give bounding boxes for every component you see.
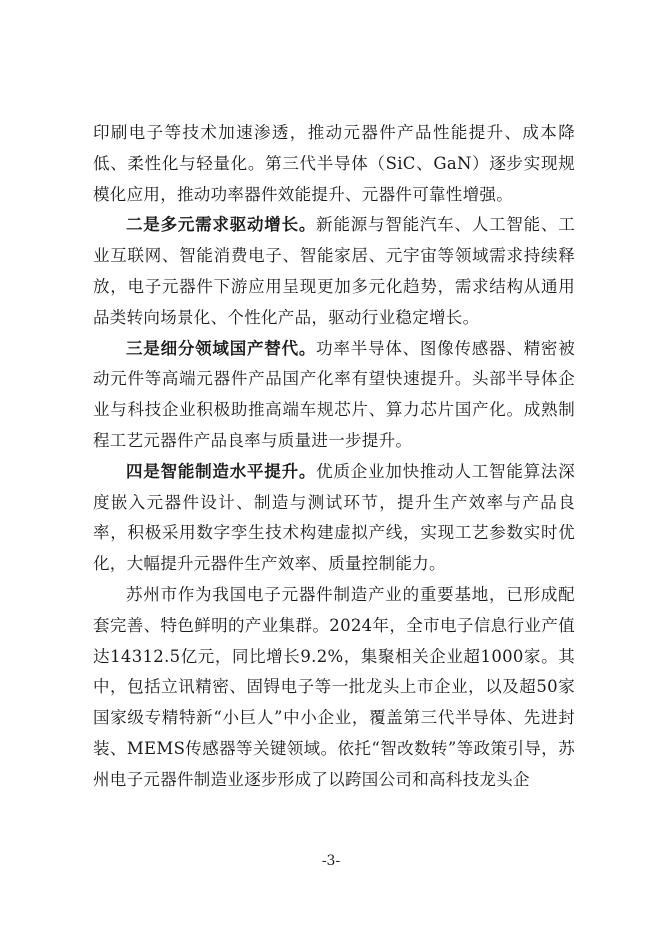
paragraph-suzhou xyxy=(93,580,575,796)
paragraph-text: 苏州市作为我国电子元器件制造产业的重要基地，已形成配套完善、特色鲜明的产业集群。2024年，全市电子信息行业产值达14312.5亿元，同比增长9.2%，集聚相关企业超1000家。其中，包括立讯精密、固锝电子等一批龙头上市企业，以及超50家国家级专精特新“小巨人”中小企业，覆盖第三代半导体、先进封装、MEMS传感器等关键领域。依托“智改数转”等政策引导，苏州电子元器件制造业逐步形成了以跨国公司和高科技龙头企 xyxy=(93,584,575,789)
page-number: -3- xyxy=(321,853,341,869)
paragraph-text: 优质企业加快推动人工智能算法深度嵌入元器件设计、制造与测试环节，提升生产效率与产品良率，积极采用数字孪生技术构建虚拟产线，实现工艺参数实时优化，大幅提升元器件生产效率、质量控制能力。 xyxy=(93,461,575,574)
paragraph-lead: 三是细分领域国产替代。 xyxy=(126,338,317,358)
paragraph-continuation xyxy=(93,118,575,210)
paragraph-domestic-substitution xyxy=(93,334,575,457)
paragraph-text: 功率半导体、图像传感器、精密被动元件等高端元器件产品国产化率有望快速提升。头部半导体企业与科技企业积极助推高端车规芯片、算力芯片国产化。成熟制程工艺元器件产品良率与质量进一步提升。 xyxy=(93,338,575,450)
paragraph-diverse-demand xyxy=(93,210,575,333)
paragraph-lead: 二是多元需求驱动增长。 xyxy=(126,215,317,235)
body-text xyxy=(93,118,575,796)
paragraph-text: 印刷电子等技术加速渗透，推动元器件产品性能提升、成本降低、柔性化与轻量化。第三代半导体（SiC、GaN）逐步实现规模化应用，推动功率器件效能提升、元器件可靠性增强。 xyxy=(93,123,575,204)
paragraph-smart-manufacturing xyxy=(93,457,575,580)
paragraph-text: 新能源与智能汽车、人工智能、工业互联网、智能消费电子、智能家居、元宇宙等领域需求持续释放，电子元器件下游应用呈现更加多元化趋势，需求结构从通用品类转向场景化、个性化产品，驱动行业稳定增长。 xyxy=(93,215,575,327)
paragraph-lead: 四是智能制造水平提升。 xyxy=(126,461,317,481)
